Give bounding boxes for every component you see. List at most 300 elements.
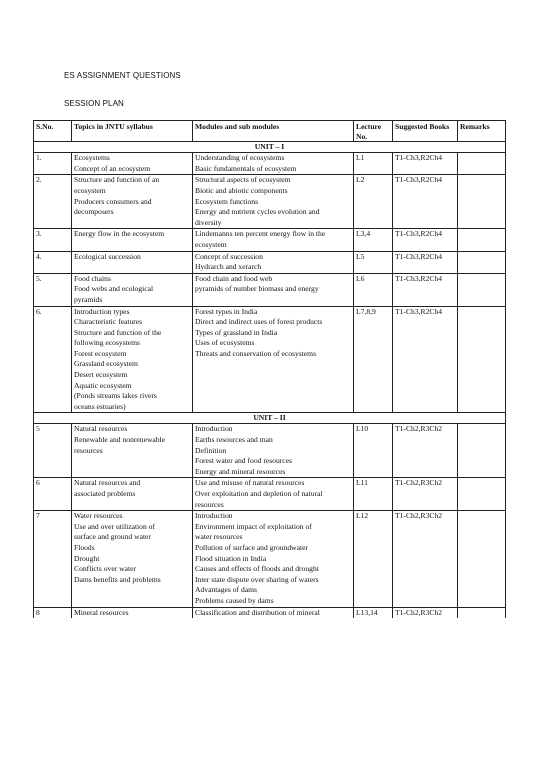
books-cell bbox=[393, 564, 458, 575]
module-cell bbox=[193, 359, 354, 370]
remarks-cell bbox=[458, 262, 506, 273]
lecture-cell: L10 bbox=[354, 424, 393, 435]
remarks-cell bbox=[458, 391, 506, 402]
sno-cell bbox=[34, 370, 72, 381]
lecture-cell bbox=[354, 349, 393, 360]
remarks-cell bbox=[458, 500, 506, 511]
table-row bbox=[34, 607, 506, 618]
table-row bbox=[34, 349, 506, 360]
books-cell bbox=[393, 284, 458, 295]
books-cell bbox=[393, 349, 458, 360]
lecture-cell: L5 bbox=[354, 251, 393, 262]
topic-cell: associated problems bbox=[72, 489, 193, 500]
remarks-cell bbox=[458, 564, 506, 575]
topic-cell: Mineral resources bbox=[72, 607, 193, 618]
books-cell bbox=[393, 218, 458, 229]
topic-cell bbox=[72, 240, 193, 251]
module-cell: Environment impact of exploitation of bbox=[193, 522, 354, 533]
books-cell: T1-Ch2,R3Ch2 bbox=[393, 511, 458, 522]
topic-cell bbox=[72, 585, 193, 596]
sno-cell bbox=[34, 489, 72, 500]
books-cell bbox=[393, 338, 458, 349]
header-remarks: Remarks bbox=[458, 121, 506, 142]
table-row bbox=[34, 381, 506, 392]
books-cell bbox=[393, 585, 458, 596]
sno-cell bbox=[34, 435, 72, 446]
remarks-cell bbox=[458, 273, 506, 284]
books-cell bbox=[393, 186, 458, 197]
topic-cell: Desert ecosystem bbox=[72, 370, 193, 381]
topic-cell: Ecological succession bbox=[72, 251, 193, 262]
session-plan-title: SESSION PLAN bbox=[64, 99, 124, 108]
books-cell: T1-Ch3,R2Ch4 bbox=[393, 153, 458, 164]
sno-cell bbox=[34, 467, 72, 478]
remarks-cell bbox=[458, 575, 506, 586]
lecture-cell bbox=[354, 338, 393, 349]
module-cell: Food chain and food web bbox=[193, 273, 354, 284]
topic-cell bbox=[72, 467, 193, 478]
sno-cell bbox=[34, 446, 72, 457]
lecture-cell bbox=[354, 218, 393, 229]
session-plan-table bbox=[33, 120, 506, 618]
books-cell: T1-Ch3,R2Ch4 bbox=[393, 175, 458, 186]
table-row bbox=[34, 207, 506, 218]
lecture-cell: L13,14 bbox=[354, 607, 393, 618]
lecture-cell bbox=[354, 207, 393, 218]
sno-cell bbox=[34, 532, 72, 543]
books-cell bbox=[393, 575, 458, 586]
unit-row bbox=[34, 142, 506, 153]
table-row bbox=[34, 489, 506, 500]
unit-row bbox=[34, 413, 506, 424]
books-cell bbox=[393, 197, 458, 208]
lecture-cell bbox=[354, 467, 393, 478]
lecture-cell bbox=[354, 197, 393, 208]
module-cell: Biotic and abiotic components bbox=[193, 186, 354, 197]
topic-cell: ecosystem bbox=[72, 186, 193, 197]
table-row bbox=[34, 585, 506, 596]
remarks-cell bbox=[458, 229, 506, 240]
module-cell: Forest water and food resources bbox=[193, 456, 354, 467]
remarks-cell bbox=[458, 153, 506, 164]
books-cell bbox=[393, 522, 458, 533]
remarks-cell bbox=[458, 207, 506, 218]
table-row bbox=[34, 446, 506, 457]
books-cell bbox=[393, 446, 458, 457]
books-cell bbox=[393, 435, 458, 446]
topic-cell bbox=[72, 262, 193, 273]
topic-cell: resources bbox=[72, 446, 193, 457]
books-cell bbox=[393, 467, 458, 478]
remarks-cell bbox=[458, 543, 506, 554]
lecture-cell bbox=[354, 284, 393, 295]
topic-cell: Use and over utilization of bbox=[72, 522, 193, 533]
lecture-cell: L1 bbox=[354, 153, 393, 164]
remarks-cell bbox=[458, 251, 506, 262]
topic-cell: Renewable and nonrenewable bbox=[72, 435, 193, 446]
remarks-cell bbox=[458, 554, 506, 565]
lecture-cell bbox=[354, 262, 393, 273]
module-cell: Problems caused by dams bbox=[193, 596, 354, 607]
lecture-cell bbox=[354, 328, 393, 339]
remarks-cell bbox=[458, 164, 506, 175]
module-cell: Understanding of ecosystems bbox=[193, 153, 354, 164]
sno-cell bbox=[34, 575, 72, 586]
remarks-cell bbox=[458, 424, 506, 435]
books-cell bbox=[393, 328, 458, 339]
sno-cell bbox=[34, 207, 72, 218]
table-row bbox=[34, 240, 506, 251]
lecture-cell bbox=[354, 186, 393, 197]
books-cell bbox=[393, 402, 458, 413]
sno-cell bbox=[34, 317, 72, 328]
table-row bbox=[34, 391, 506, 402]
table-row bbox=[34, 328, 506, 339]
module-cell bbox=[193, 381, 354, 392]
sno-cell bbox=[34, 197, 72, 208]
lecture-cell bbox=[354, 564, 393, 575]
books-cell bbox=[393, 543, 458, 554]
module-cell: Flood situation in India bbox=[193, 554, 354, 565]
module-cell: Direct and indirect uses of forest products bbox=[193, 317, 354, 328]
module-cell: Basic fundamentals of ecosystem bbox=[193, 164, 354, 175]
module-cell: Hydrarch and xerarch bbox=[193, 262, 354, 273]
remarks-cell bbox=[458, 359, 506, 370]
topic-cell bbox=[72, 500, 193, 511]
sno-cell bbox=[34, 391, 72, 402]
remarks-cell bbox=[458, 240, 506, 251]
sno-cell bbox=[34, 338, 72, 349]
table-row bbox=[34, 435, 506, 446]
module-cell: pyramids of number biomass and energy bbox=[193, 284, 354, 295]
topic-cell: Food chains bbox=[72, 273, 193, 284]
table-row bbox=[34, 564, 506, 575]
header-sno: S.No. bbox=[34, 121, 72, 142]
topic-cell bbox=[72, 218, 193, 229]
sno-cell bbox=[34, 596, 72, 607]
topic-cell: Producers consumers and bbox=[72, 197, 193, 208]
table-row bbox=[34, 402, 506, 413]
lecture-cell bbox=[354, 381, 393, 392]
lecture-cell bbox=[354, 391, 393, 402]
remarks-cell bbox=[458, 197, 506, 208]
module-cell: Use and misuse of natural resources bbox=[193, 478, 354, 489]
sno-cell bbox=[34, 349, 72, 360]
topic-cell: Structure and function of an bbox=[72, 175, 193, 186]
sno-cell bbox=[34, 522, 72, 533]
module-cell: Structural aspects of ecosystem bbox=[193, 175, 354, 186]
table-row bbox=[34, 359, 506, 370]
books-cell bbox=[393, 295, 458, 306]
remarks-cell bbox=[458, 306, 506, 317]
topic-cell: Food webs and ecological bbox=[72, 284, 193, 295]
module-cell: resources bbox=[193, 500, 354, 511]
remarks-cell bbox=[458, 522, 506, 533]
table-row bbox=[34, 251, 506, 262]
books-cell bbox=[393, 240, 458, 251]
module-cell: Types of grassland in India bbox=[193, 328, 354, 339]
lecture-cell bbox=[354, 435, 393, 446]
table-row bbox=[34, 317, 506, 328]
topic-cell: Ecosystems bbox=[72, 153, 193, 164]
books-cell bbox=[393, 164, 458, 175]
module-cell: Energy and mineral resources bbox=[193, 467, 354, 478]
table-row bbox=[34, 273, 506, 284]
books-cell bbox=[393, 391, 458, 402]
header-topics: Topics in JNTU syllabus bbox=[72, 121, 193, 142]
sno-cell: 4. bbox=[34, 251, 72, 262]
assignment-title: ES ASSIGNMENT QUESTIONS bbox=[64, 71, 181, 80]
books-cell bbox=[393, 500, 458, 511]
topic-cell: (Ponds streams lakes rivers bbox=[72, 391, 193, 402]
table-row bbox=[34, 532, 506, 543]
remarks-cell bbox=[458, 607, 506, 618]
lecture-cell bbox=[354, 317, 393, 328]
books-cell: T1-Ch2,R3Ch2 bbox=[393, 607, 458, 618]
books-cell bbox=[393, 489, 458, 500]
module-cell bbox=[193, 295, 354, 306]
books-cell: T1-Ch3,R2Ch4 bbox=[393, 229, 458, 240]
table-row bbox=[34, 218, 506, 229]
module-cell: Threats and conservation of ecosystems bbox=[193, 349, 354, 360]
sno-cell bbox=[34, 381, 72, 392]
module-cell: Pollution of surface and groundwater bbox=[193, 543, 354, 554]
books-cell bbox=[393, 381, 458, 392]
topic-cell: Natural resources and bbox=[72, 478, 193, 489]
module-cell: Concept of succession bbox=[193, 251, 354, 262]
module-cell bbox=[193, 391, 354, 402]
topic-cell: Concept of an ecosystem bbox=[72, 164, 193, 175]
table-row bbox=[34, 511, 506, 522]
lecture-cell bbox=[354, 359, 393, 370]
topic-cell: Grassland ecosystem bbox=[72, 359, 193, 370]
topic-cell: Natural resources bbox=[72, 424, 193, 435]
sno-cell bbox=[34, 402, 72, 413]
table-body bbox=[34, 142, 506, 618]
module-cell: Introduction bbox=[193, 424, 354, 435]
lecture-cell: L11 bbox=[354, 478, 393, 489]
lecture-cell bbox=[354, 370, 393, 381]
module-cell: Ecosystem functions bbox=[193, 197, 354, 208]
sno-cell: 6 bbox=[34, 478, 72, 489]
sno-cell bbox=[34, 164, 72, 175]
sno-cell bbox=[34, 554, 72, 565]
lecture-cell bbox=[354, 532, 393, 543]
remarks-cell bbox=[458, 511, 506, 522]
lecture-cell bbox=[354, 489, 393, 500]
books-cell bbox=[393, 207, 458, 218]
module-cell: Lindemanns ten percent energy flow in the bbox=[193, 229, 354, 240]
books-cell: T1-Ch3,R2Ch4 bbox=[393, 251, 458, 262]
unit-title: UNIT – I bbox=[34, 142, 506, 153]
table-row bbox=[34, 424, 506, 435]
table-row bbox=[34, 370, 506, 381]
lecture-cell: L12 bbox=[354, 511, 393, 522]
module-cell: diversity bbox=[193, 218, 354, 229]
books-cell bbox=[393, 596, 458, 607]
topic-cell: pyramids bbox=[72, 295, 193, 306]
sno-cell: 1. bbox=[34, 153, 72, 164]
module-cell: Inter state dispute over sharing of waters bbox=[193, 575, 354, 586]
lecture-cell: L3,4 bbox=[354, 229, 393, 240]
module-cell: Introduction bbox=[193, 511, 354, 522]
topic-cell: surface and ground water bbox=[72, 532, 193, 543]
books-cell bbox=[393, 532, 458, 543]
remarks-cell bbox=[458, 349, 506, 360]
sno-cell bbox=[34, 500, 72, 511]
module-cell bbox=[193, 402, 354, 413]
remarks-cell bbox=[458, 175, 506, 186]
header-lecture: Lecture No. bbox=[354, 121, 393, 142]
remarks-cell bbox=[458, 295, 506, 306]
books-cell: T1-Ch2,R3Ch2 bbox=[393, 424, 458, 435]
sno-cell bbox=[34, 564, 72, 575]
topic-cell: Characteristic features bbox=[72, 317, 193, 328]
lecture-cell bbox=[354, 164, 393, 175]
lecture-cell bbox=[354, 456, 393, 467]
sno-cell: 8 bbox=[34, 607, 72, 618]
table-row bbox=[34, 575, 506, 586]
table-row bbox=[34, 456, 506, 467]
topic-cell: Conflicts over water bbox=[72, 564, 193, 575]
module-cell: Classification and distribution of mineral bbox=[193, 607, 354, 618]
lecture-cell bbox=[354, 585, 393, 596]
sno-cell bbox=[34, 218, 72, 229]
remarks-cell bbox=[458, 186, 506, 197]
sno-cell: 6. bbox=[34, 306, 72, 317]
remarks-cell bbox=[458, 370, 506, 381]
remarks-cell bbox=[458, 338, 506, 349]
table-row bbox=[34, 306, 506, 317]
sno-cell: 5. bbox=[34, 273, 72, 284]
remarks-cell bbox=[458, 284, 506, 295]
topic-cell bbox=[72, 456, 193, 467]
remarks-cell bbox=[458, 456, 506, 467]
table-row bbox=[34, 338, 506, 349]
table-row bbox=[34, 522, 506, 533]
remarks-cell bbox=[458, 467, 506, 478]
remarks-cell bbox=[458, 489, 506, 500]
module-cell: Forest types in India bbox=[193, 306, 354, 317]
module-cell: water resources bbox=[193, 532, 354, 543]
module-cell: Causes and effects of floods and drought bbox=[193, 564, 354, 575]
sno-cell bbox=[34, 328, 72, 339]
lecture-cell bbox=[354, 295, 393, 306]
module-cell: Energy and nutrient cycles evolution and bbox=[193, 207, 354, 218]
module-cell: Advantages of dams bbox=[193, 585, 354, 596]
books-cell bbox=[393, 456, 458, 467]
topic-cell: Drought bbox=[72, 554, 193, 565]
remarks-cell bbox=[458, 596, 506, 607]
remarks-cell bbox=[458, 317, 506, 328]
books-cell: T1-Ch2,R3Ch2 bbox=[393, 478, 458, 489]
books-cell bbox=[393, 262, 458, 273]
table-row bbox=[34, 197, 506, 208]
lecture-cell bbox=[354, 596, 393, 607]
remarks-cell bbox=[458, 532, 506, 543]
remarks-cell bbox=[458, 402, 506, 413]
books-cell: T1-Ch3,R2Ch4 bbox=[393, 273, 458, 284]
module-cell: Uses of ecosystems bbox=[193, 338, 354, 349]
table-row bbox=[34, 478, 506, 489]
remarks-cell bbox=[458, 328, 506, 339]
topic-cell bbox=[72, 596, 193, 607]
topic-cell: Floods bbox=[72, 543, 193, 554]
lecture-cell: L6 bbox=[354, 273, 393, 284]
lecture-cell bbox=[354, 240, 393, 251]
sno-cell bbox=[34, 543, 72, 554]
topic-cell: Structure and function of the bbox=[72, 328, 193, 339]
table-row bbox=[34, 467, 506, 478]
topic-cell: Water resources bbox=[72, 511, 193, 522]
sno-cell bbox=[34, 262, 72, 273]
lecture-cell: L7,8,9 bbox=[354, 306, 393, 317]
module-cell: ecosystem bbox=[193, 240, 354, 251]
books-cell: T1-Ch3,R2Ch4 bbox=[393, 306, 458, 317]
lecture-cell bbox=[354, 446, 393, 457]
remarks-cell bbox=[458, 446, 506, 457]
lecture-cell bbox=[354, 543, 393, 554]
table-header-row bbox=[34, 121, 506, 142]
unit-title: UNIT – II bbox=[34, 413, 506, 424]
table-row bbox=[34, 500, 506, 511]
table-row bbox=[34, 229, 506, 240]
books-cell bbox=[393, 359, 458, 370]
books-cell bbox=[393, 317, 458, 328]
sno-cell bbox=[34, 359, 72, 370]
topic-cell: Aquatic ecosystem bbox=[72, 381, 193, 392]
remarks-cell bbox=[458, 435, 506, 446]
books-cell bbox=[393, 370, 458, 381]
sno-cell bbox=[34, 240, 72, 251]
topic-cell: Energy flow in the ecosystem bbox=[72, 229, 193, 240]
header-modules: Modules and sub modules bbox=[193, 121, 354, 142]
table-row bbox=[34, 175, 506, 186]
topic-cell: Introduction types bbox=[72, 306, 193, 317]
table-row bbox=[34, 164, 506, 175]
topic-cell: Dams benefits and problems bbox=[72, 575, 193, 586]
table-row bbox=[34, 295, 506, 306]
table-row bbox=[34, 596, 506, 607]
lecture-cell bbox=[354, 402, 393, 413]
header-books: Suggested Books bbox=[393, 121, 458, 142]
table-row bbox=[34, 284, 506, 295]
lecture-cell bbox=[354, 575, 393, 586]
sno-cell bbox=[34, 585, 72, 596]
sno-cell bbox=[34, 295, 72, 306]
sno-cell: 2. bbox=[34, 175, 72, 186]
module-cell: Definition bbox=[193, 446, 354, 457]
topic-cell: following ecosystems bbox=[72, 338, 193, 349]
topic-cell: decomposers bbox=[72, 207, 193, 218]
lecture-cell: L2 bbox=[354, 175, 393, 186]
sno-cell bbox=[34, 186, 72, 197]
books-cell bbox=[393, 554, 458, 565]
remarks-cell bbox=[458, 218, 506, 229]
remarks-cell bbox=[458, 585, 506, 596]
table-row bbox=[34, 153, 506, 164]
remarks-cell bbox=[458, 381, 506, 392]
table-row bbox=[34, 262, 506, 273]
table-row bbox=[34, 543, 506, 554]
sno-cell: 5 bbox=[34, 424, 72, 435]
module-cell: Earths resources and man bbox=[193, 435, 354, 446]
topic-cell: Forest ecosystem bbox=[72, 349, 193, 360]
sno-cell bbox=[34, 284, 72, 295]
lecture-cell bbox=[354, 522, 393, 533]
topic-cell: oceans estuaries) bbox=[72, 402, 193, 413]
lecture-cell bbox=[354, 500, 393, 511]
